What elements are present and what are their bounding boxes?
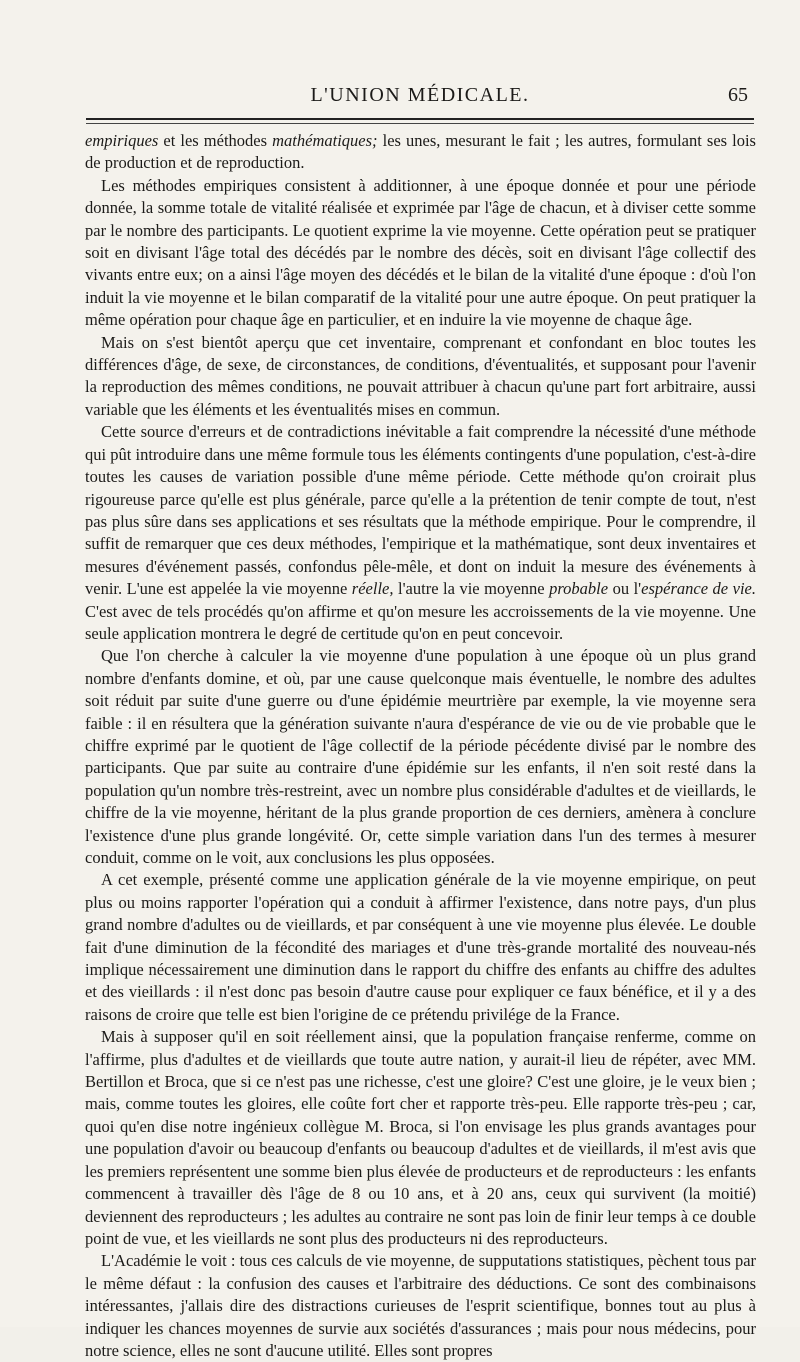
italic-term: espérance de vie.	[641, 579, 756, 599]
header-rule	[86, 118, 754, 120]
italic-term: probable	[549, 579, 609, 599]
paragraph	[85, 421, 756, 645]
body-text	[85, 130, 756, 1362]
running-title: L'UNION MÉDICALE.	[310, 84, 530, 106]
paragraph: Que l'on cherche à calculer la vie moyenne d'une population à une époque où un plus grand nombre d'enfants domine, et où, par une cause quelconque mais éventuelle, le nombre des adultes soit réduit par suite d'une guerre ou d'une épidémie meurtrière par exemple, la vie moyenne sera faible : il en résultera que la génération suivante n'aura d'espérance de vie ou de vie probable que le chiffre exprimé par le quotient de l'âge collectif de la période pécédente divisé par le nombre des participants. Que par suite au contraire d'une épidémie sur les enfants, il n'en soit resté dans la population qu'un nombre très-restreint, avec un nombre plus considérable d'adultes et de vieillards, le chiffre de la vie moyenne, héritant de la plus grande proportion de ces derniers, amènera à conclure l'existence d'une plus grande longévité. Or, cette simple variation dans l'un des termes à mesurer conduit, comme on le voit, aux conclusions les plus opposées.	[85, 646, 756, 867]
paragraph-text: les unes, mesurant le fait ; les autres, formulant ses lois de production et de reproduction.	[85, 131, 756, 173]
paragraph: A cet exemple, présenté comme une application générale de la vie moyenne empirique, on peut plus ou moins rapporter l'opération qui a conduit à affirmer l'existence, dans notre pays, d'un plus grand nombre d'adultes ou de vieillards, et par conséquent à une vie moyenne plus élevée. Le double fait d'une diminution de la fécondité des mariages et d'une très-grande mortalité des nouveau-nés implique nécessairement une diminution dans le rapport du chiffre des enfants au chiffre des adultes et des vieillards : il n'est donc pas besoin d'autre cause pour expliquer ce faux bénéfice, et il y a des raisons de croire que telle est bien l'origine de ce prétendu privilége de la France.	[85, 870, 756, 1024]
paragraph: L'Académie le voit : tous ces calculs de vie moyenne, de supputations statistiques, pèchent tous par le même défaut : la confusion des causes et l'arbitraire des déductions. Ce sont des combinaisons intéressantes, j'allais dire des distractions curieuses de l'esprit scientifique, bonnes tout au plus à indiquer les chances moyennes de survie aux sociétés d'assurances ; mais pour nous médecins, pour notre science, elles ne sont d'aucune utilité. Elles sont propres	[85, 1251, 757, 1360]
paragraph-text: ou l'	[608, 579, 642, 599]
italic-term: réelle,	[351, 579, 394, 599]
paragraph: Mais à supposer qu'il en soit réellement ainsi, que la population française renferme, comme on l'affirme, plus d'adultes et de vieillards que toute autre nation, y aurait-il lieu de répéter, avec MM. Bertillon et Broca, que si ce n'est pas une richesse, c'est une gloire? C'est une gloire, je le veux bien ; mais, comme toutes les gloires, elle coûte fort cher et rapporte très-peu. Elle rapporte très-peu ; car, quoi qu'en dise notre ingénieux collègue M. Broca, si l'on envisage les plus grands avantages pour une population d'avoir ou beaucoup d'enfants ou beaucoup d'adultes et de vieillards, il m'est avis que les premiers représentent une somme bien plus élevée de producteurs et de reproducteurs : les enfants commencent à travailler dès l'âge de 8 ou 10 ans, et à 20 ans, ceux qui survivent (la moitié) deviennent des reproducteurs ; les adultes au contraire ne sont pas loin de finir leur temps à ce double point de vue, et les vieillards ne sont plus des producteurs ni des reproducteurs.	[85, 1027, 756, 1248]
header-rule-thin	[86, 123, 754, 124]
paragraph-text: et les méthodes	[158, 131, 273, 150]
paragraph-text: l'autre la vie moyenne	[393, 579, 550, 599]
italic-term: empiriques	[85, 131, 159, 150]
page-number: 65	[728, 84, 748, 106]
paragraph	[85, 130, 756, 175]
italic-term: mathématiques;	[272, 131, 378, 150]
page-header	[86, 72, 754, 120]
paragraph: Les méthodes empiriques consistent à additionner, à une époque donnée et pour une période donnée, la somme totale de vitalité réalisée et exprimée par l'âge de chacun, et à diviser cette somme par le nombre des participants. Le quotient exprime la vie moyenne. Cette opération peut se pratiquer soit en divisant l'âge total des décédés par le nombre des décès, soit en divisant l'âge collectif des vivants entre eux; on a ainsi l'âge moyen des décédés et le bilan de la vitalité d'une époque : d'où l'on induit la vie moyenne et le bilan comparatif de la vitalité pour une autre époque. On peut pratiquer la même opération pour chaque âge en particulier, et en induire la vie moyenne de chaque âge.	[85, 175, 756, 330]
paragraph-text: C'est avec de tels procédés qu'on affirme et qu'on mesure les accroissements de la vie moyenne. Une seule application montrera le degré de certitude qu'on en peut concevoir.	[85, 601, 756, 643]
paragraph: Mais on s'est bientôt aperçu que cet inventaire, comprenant et confondant en bloc toutes les différences d'âge, de sexe, de circonstances, de conditions, d'éventualités, et supposant pour l'avenir la reproduction des mêmes conditions, ne pouvait attribuer à chacun qu'une part fort arbitraire, aussi variable que les éléments et les éventualités mises en commun.	[85, 332, 756, 419]
paragraph-text: Cette source d'erreurs et de contradictions inévitable a fait comprendre la nécessité d'une méthode qui pût introduire dans une même formule tous les éléments contingents d'une population, c'est-à-dire toutes les causes de variation possible d'une même période. Cette méthode qu'on croirait plus rigoureuse parce qu'elle est plus générale, parce qu'elle a la prétention de tenir compte de tout, n'est pas plus sûre dans ses applications et ses résultats que la méthode empirique. Pour le comprendre, il suffit de remarquer que ces deux méthodes, l'empirique et la mathématique, sont deux inventaires et mesures d'événement passés, confondus pêle-mêle, et dont on induit la mesure des événements à venir. L'une est appelée la vie moyenne	[85, 422, 756, 599]
